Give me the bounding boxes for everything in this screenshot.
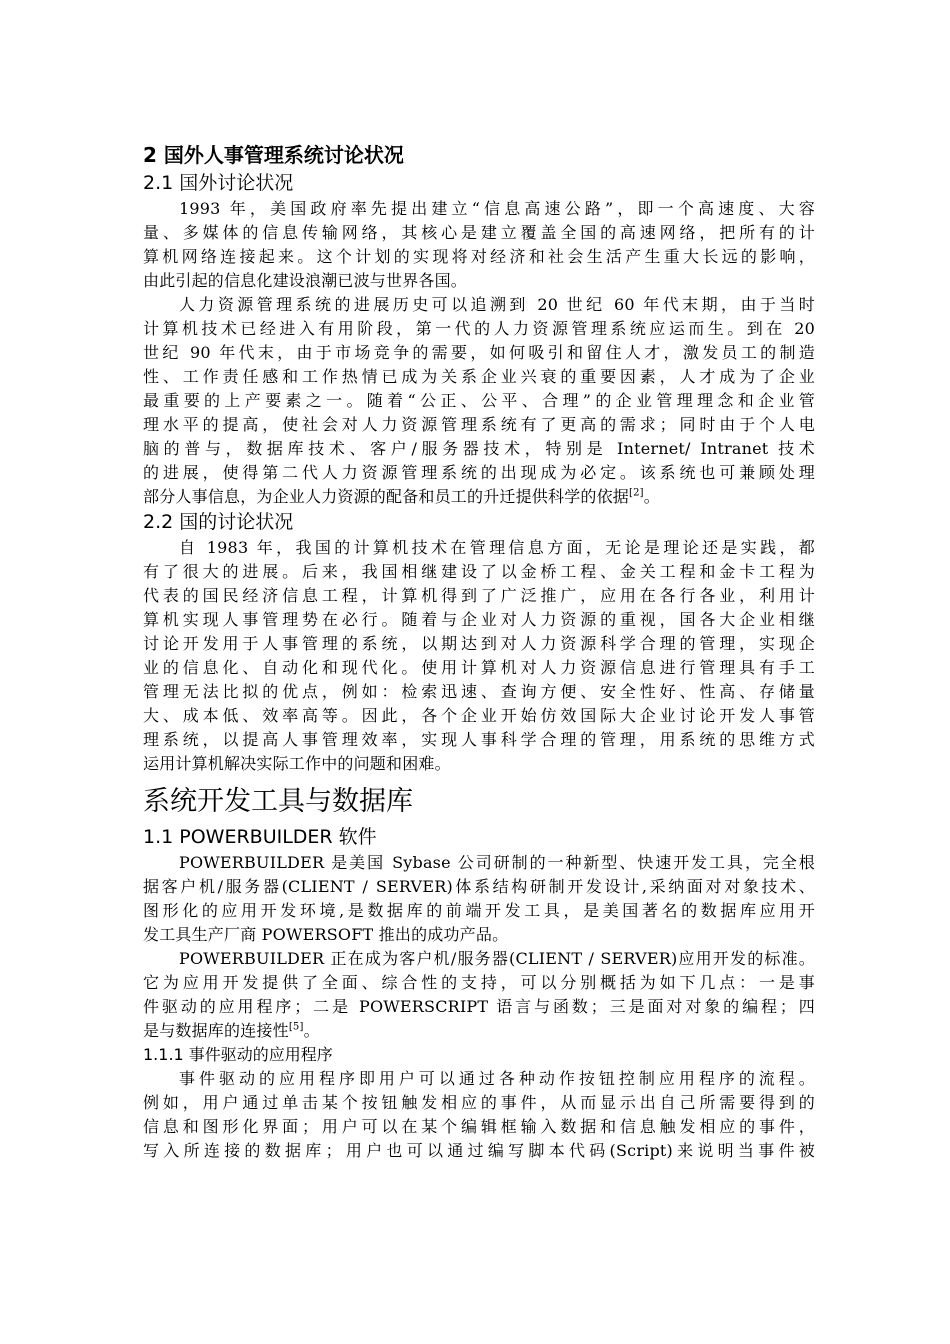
subsection-heading: 1.1 POWERBUILDER 软件 bbox=[143, 826, 377, 848]
text-line: 1993 年，美国政府率先提出建立“信息高速公路”，即一个高速度、大容 bbox=[179, 199, 815, 218]
text-line: 它为应用开发提供了全面、综合性的支持，可以分别概括为如下几点：一是事 bbox=[143, 973, 815, 992]
text-line bbox=[143, 485, 815, 509]
text-line: 理水平的提高，使社会对人力资源管理系统有了更高的需求；同时由于个人电 bbox=[143, 415, 815, 434]
subsection-heading: 2.1 国外讨论状况 bbox=[143, 172, 294, 194]
paragraph bbox=[143, 536, 815, 776]
chapter-heading: 系统开发工具与数据库 bbox=[143, 786, 413, 817]
text-line-end: 。 bbox=[643, 487, 660, 506]
text-line: 世纪 90 年代末，由于市场竞争的需要，如何吸引和留住人才，激发员工的制造 bbox=[143, 343, 815, 362]
text-line: 由此引起的信息化建设浪潮已波与世界各国。 bbox=[143, 271, 468, 290]
text-line: 写入所连接的数据库；用户也可以通过编写脚本代码(Script)来说明当事件被 bbox=[143, 1141, 815, 1160]
paragraph bbox=[143, 1067, 815, 1163]
subsubsection-heading: 1.1.1 事件驱动的应用程序 bbox=[143, 1045, 333, 1064]
text-line: 脑的普与，数据库技术、客户/服务器技术，特别是 Internet/ Intranet 技术 bbox=[143, 439, 815, 458]
text-line: POWERBUILDER 是美国 Sybase 公司研制的一种新型、快速开发工具，完全根 bbox=[179, 853, 815, 872]
text-line: 有了很大的进展。后来，我国相继建设了以金桥工程、金关工程和金卡工程为 bbox=[143, 562, 815, 581]
paragraph bbox=[143, 293, 815, 509]
section-heading: 2 国外人事管理系统讨论状况 bbox=[143, 143, 404, 167]
text-line bbox=[143, 1019, 815, 1043]
text-line: 信息和图形化界面；用户可以在某个编辑框输入数据和信息触发相应的事件， bbox=[143, 1117, 815, 1136]
text-line: 据客户机/服务器(CLIENT / SERVER)体系结构研制开发设计,采纳面对对象技术、 bbox=[143, 877, 815, 896]
paragraph bbox=[143, 197, 815, 293]
text-line: 代表的国民经济信息工程，计算机得到了广泛推广，应用在各行各业，利用计 bbox=[143, 586, 815, 605]
text-line: 运用计算机解决实际工作中的问题和困难。 bbox=[143, 754, 451, 773]
text-line: 讨论开发用于人事管理的系统，以期达到对人力资源科学合理的管理，实现企 bbox=[143, 634, 815, 653]
text-line: 自 1983 年，我国的计算机技术在管理信息方面，无论是理论还是实践，都 bbox=[179, 538, 815, 557]
text-line-content: 是与数据库的连接性 bbox=[143, 1021, 289, 1040]
paragraph bbox=[143, 851, 815, 947]
text-line: 算机实现人事管理势在必行。随着与企业对人力资源的重视，国各大企业相继 bbox=[143, 610, 815, 629]
text-line: 事件驱动的应用程序即用户可以通过各种动作按钮控制应用程序的流程。 bbox=[179, 1069, 815, 1088]
text-line: 发工具生产厂商 POWERSOFT 推出的成功产品。 bbox=[143, 925, 509, 944]
text-line: 计算机技术已经进入有用阶段，第一代的人力资源管理系统应运而生。到在 20 bbox=[143, 319, 815, 338]
text-line: 件驱动的应用程序；二是 POWERSCRIPT 语言与函数；三是面对对象的编程；四 bbox=[143, 997, 815, 1016]
text-line: 业的信息化、自动化和现代化。使用计算机对人力资源信息进行管理具有手工 bbox=[143, 658, 815, 677]
text-line: POWERBUILDER 正在成为客户机/服务器(CLIENT / SERVER)应用开发的标准。 bbox=[179, 949, 815, 968]
text-line: 人力资源管理系统的进展历史可以追溯到 20 世纪 60 年代末期，由于当时 bbox=[179, 295, 815, 314]
citation-ref: [2] bbox=[629, 487, 644, 499]
text-line: 例如，用户通过单击某个按钮触发相应的事件，从而显示出自己所需要得到的 bbox=[143, 1093, 815, 1112]
paragraph bbox=[143, 947, 815, 1043]
text-line: 的进展，使得第二代人力资源管理系统的出现成为必定。该系统也可兼顾处理 bbox=[143, 463, 815, 482]
text-line: 性、工作责任感和工作热情已成为关系企业兴衰的重要因素，人才成为了企业 bbox=[143, 367, 815, 386]
text-line: 理系统，以提高人事管理效率，实现人事科学合理的管理，用系统的思维方式 bbox=[143, 730, 815, 749]
text-line: 图形化的应用开发环境,是数据库的前端开发工具，是美国著名的数据库应用开 bbox=[143, 901, 815, 920]
citation-ref: [5] bbox=[288, 1021, 304, 1033]
text-line: 管理无法比拟的优点，例如：检索迅速、查询方便、安全性好、性高、存储量 bbox=[143, 682, 815, 701]
text-line-content: 部分人事信息，为企业人力资源的配备和员工的升迁提供科学的依据 bbox=[143, 487, 630, 506]
text-line: 量、多媒体的信息传输网络，其核心是建立覆盖全国的高速网络，把所有的计 bbox=[143, 223, 815, 242]
document-page bbox=[143, 140, 815, 1163]
text-line: 最重要的上产要素之一。随着“公正、公平、合理”的企业管理理念和企业管 bbox=[143, 391, 815, 410]
text-line-end: 。 bbox=[303, 1021, 320, 1040]
subsection-heading: 2.2 国的讨论状况 bbox=[143, 511, 294, 533]
text-line: 大、成本低、效率高等。因此，各个企业开始仿效国际大企业讨论开发人事管 bbox=[143, 706, 815, 725]
text-line: 算机网络连接起来。这个计划的实现将对经济和社会生活产生重大长远的影响， bbox=[143, 247, 815, 266]
